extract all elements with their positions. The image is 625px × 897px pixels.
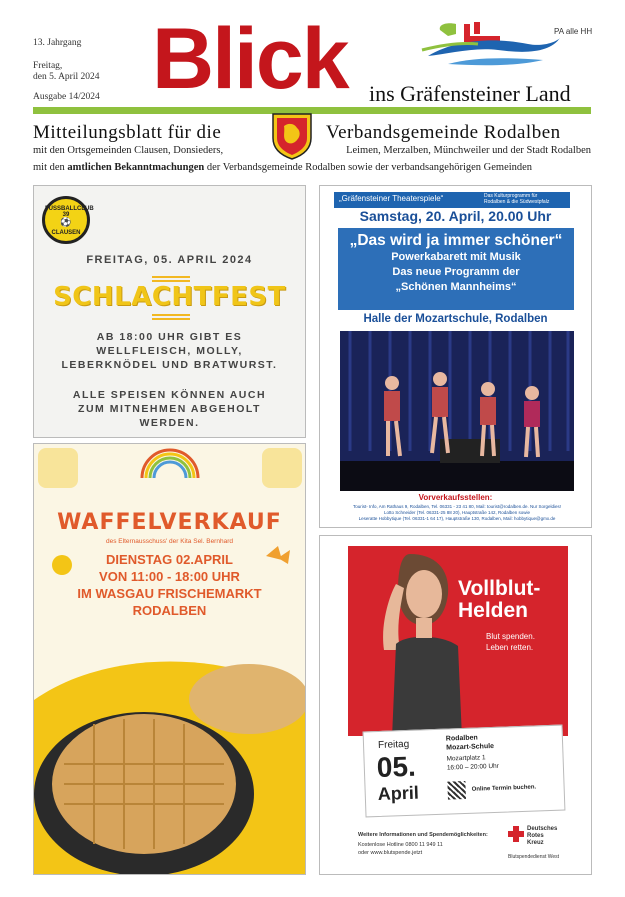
waffel-line-2: VON 11:00 - 18:00 UHR — [99, 569, 240, 584]
mitteilungsblatt-right: Verbandsgemeinde Rodalben — [326, 122, 561, 143]
divider-bottom-2 — [152, 318, 190, 320]
card-day: Freitag — [377, 738, 410, 751]
badge-bottom-text: CLAUSEN — [51, 230, 81, 236]
card-place-2: Mozart-Schule — [446, 742, 495, 752]
red-cross-icon — [508, 826, 524, 842]
waffel-line-3: IM WASGAU FRISCHEMARKT — [77, 586, 262, 601]
jahrgang: 13. Jahrgang — [33, 38, 82, 48]
band-small-1: Das Kulturprogramm für — [484, 193, 538, 199]
schlachtfest-text-4: ALLE SPEISEN KÖNNEN AUCH — [72, 389, 267, 401]
qr-code-icon[interactable] — [447, 781, 466, 800]
blut-footer-2: Kostenlose Hotline 0800 11 949 11 — [358, 842, 443, 848]
ad-blutspende — [319, 535, 592, 875]
theater-hall: Halle der Mozartschule, Rodalben — [363, 313, 548, 325]
graefensteiner-land-logo-icon — [418, 20, 563, 76]
vollblut-heading — [458, 578, 540, 622]
issue-date-text: den 5. April 2024 — [33, 72, 100, 82]
schlachtfest-title: SCHLACHTFEST — [53, 282, 286, 312]
fc-clausen-badge-icon: FUSSBALLCLUB 39 ⚽ CLAUSEN — [42, 196, 90, 244]
band-small-2: Rodalben & die Südwestpfalz — [484, 199, 550, 205]
card-month: April — [377, 782, 420, 805]
amtliche-post: der Verbandsgemeinde Rodalben sowie der verbandsangehörigen Gemeinden — [204, 162, 533, 173]
theater-date: Samstag, 20. April, 20.00 Uhr — [359, 208, 552, 224]
vollblut-sub-1: Blut spenden. — [486, 632, 535, 641]
theater-title-box — [338, 228, 574, 310]
divider-top — [152, 276, 190, 278]
blut-footer-3: oder www.blutspende.jetzt — [358, 850, 423, 856]
badge-top-text: FUSSBALLCLUB 39 — [45, 206, 94, 218]
waffel-subtitle: des Elternausschuss' der Kita Sel. Bernhard — [106, 538, 233, 545]
waffel-title: WAFFELVERKAUF — [57, 510, 282, 535]
drk-1: Deutsches — [527, 826, 558, 832]
waffel-line-1: DIENSTAG 02.APRIL — [106, 552, 233, 567]
vorverkauf-heading: Vorverkaufsstellen: — [418, 493, 493, 502]
vollblut-head-2: Helden — [458, 599, 529, 622]
schlachtfest-date: FREITAG, 05. APRIL 2024 — [86, 254, 253, 266]
blut-footer-1: Weitere Informationen und Spendemöglichkeiten: — [358, 832, 488, 838]
theater-title: „Das wird ja immer schöner“ — [349, 232, 563, 249]
schlachtfest-text-1: AB 18:00 UHR GIBT ES — [96, 331, 243, 343]
mitteilungsblatt-left: Mitteilungsblatt für die — [33, 122, 222, 143]
schlachtfest-text-2: WELLFLEISCH, MOLLY, — [96, 345, 243, 357]
theater-band-title: „Gräfensteiner Theaterspiele“ — [339, 194, 444, 203]
amtliche-bold: amtlichen Bekanntmachungen — [67, 162, 205, 173]
ad-schlachtfest — [33, 185, 306, 438]
coat-of-arms-icon — [271, 112, 313, 160]
vollblut-sub-2: Leben retten. — [486, 643, 534, 652]
ad-waffelverkauf — [33, 443, 306, 875]
waffel-background — [34, 444, 306, 875]
drk-label — [527, 826, 557, 847]
schlachtfest-text-6: WERDEN. — [139, 417, 200, 429]
card-addr: Mozartplatz 1 — [446, 754, 486, 763]
theater-sub-2: Das neue Programm der — [392, 266, 520, 278]
pa-label: PA alle HH — [554, 27, 593, 36]
vollblut-sub — [486, 631, 535, 653]
ortsgemeinden-right: Leimen, Merzalben, Münchweiler und der Stadt Rodalben — [346, 145, 591, 156]
vvk-line-1: Tourist- Info, Am Rathaus 9, Rodalben, Tel. 06331 - 23 41 80, Mail: tourist@rodalben.de. Nur Sorgeldies! — [352, 504, 562, 509]
schlachtfest-text-3: LEBERKNÖDEL UND BRATWURST. — [61, 359, 278, 371]
theater-band-small — [484, 193, 549, 205]
drk-3: Kreuz — [527, 840, 544, 846]
ad-theaterspiele — [319, 185, 592, 528]
card-online: Online Termin buchen. — [471, 784, 537, 793]
amtliche-line — [33, 162, 532, 173]
logo-subtitle: ins Gräfensteiner Land — [369, 81, 571, 106]
theater-band — [334, 192, 570, 208]
divider-bottom — [152, 314, 190, 316]
issue-date — [33, 61, 100, 83]
schlachtfest-text-5: ZUM MITNEHMEN ABGEHOLT — [78, 403, 261, 415]
ortsgemeinden-left: mit den Ortsgemeinden Clausen, Donsieders, — [33, 145, 224, 156]
vollblut-head-1: Vollblut- — [458, 577, 541, 600]
stage-photo — [340, 331, 574, 491]
card-place-1: Rodalben — [445, 734, 478, 743]
vvk-line-2: Lotto Schneider (Tel. 06331-25 88 20), Hauptstraße 142, Rodalben sowie — [383, 510, 531, 515]
waffel-line-4: RODALBEN — [132, 603, 207, 618]
drk-4: Blutspendedienst West — [508, 854, 560, 860]
issue-day: Freitag, — [33, 61, 63, 71]
amtliche-pre: mit den — [33, 162, 68, 173]
vvk-line-3: Leseratte Hobbytique (Tel. 06331-1 64 17), Hauptstraße 130, Rodalben, Mail: hobbytique@gmx.de — [358, 516, 556, 521]
card-time: 16:00 – 20:00 Uhr — [446, 762, 500, 772]
theater-sub-3: „Schönen Mannheims“ — [395, 281, 517, 293]
drk-2: Rotes — [527, 833, 544, 839]
ausgabe: Ausgabe 14/2024 — [33, 92, 100, 102]
blick-logo: Blick — [152, 11, 348, 107]
theater-sub-1: Powerkabarett mit Musik — [391, 251, 521, 263]
card-date: 05. — [376, 750, 417, 784]
blutspende-date-card — [363, 725, 566, 818]
